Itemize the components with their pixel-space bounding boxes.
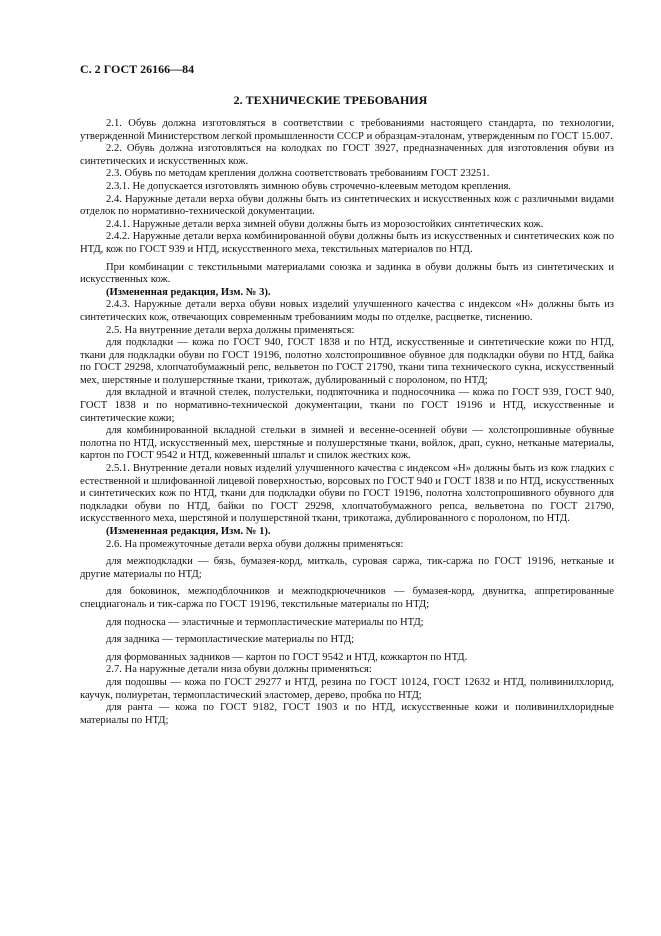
document-body: [80, 118, 614, 727]
paragraph: 2.6. На промежуточные детали верха обуви должны применяться:: [106, 538, 404, 550]
paragraph: При комбинации с текстильными материалами союзка и задинка в обуви должны быть из синтетических и искусственных кож.: [80, 261, 614, 286]
paragraph: для подошвы — кожа по ГОСТ 29277 и НТД, резина по ГОСТ 10124, ГОСТ 12632 и НТД, поливинилхлорид, каучук, полиуретан, термопластический эластомер, дерево, пробка по НТД;: [80, 676, 614, 701]
paragraph: для задника — термопластические материалы по НТД;: [106, 634, 355, 646]
paragraph: для ранта — кожа по ГОСТ 9182, ГОСТ 1903 и по НТД, искусственные кожи и поливинилхлоридные материалы по НТД;: [80, 702, 614, 726]
paragraph: 2.5.1. Внутренние детали новых изделий улучшенного качества с индексом «Н» должны быть из кож гладких с естественной и шлифованной лицевой поверхностью, ворсовых по ГОСТ 940 и ГОСТ 1838 и по НТД, искусственных и синтетических кож по НТД, ткани для подкладки обуви по ГОСТ 19196, полотна холстопрошивного обувного для подкладки обуви по НТД, байки по ГОСТ 29298, хлопчатобумажного репса, вельветона по ГОСТ 21790, искусственного меха, шерстяной и полушерстяной ткани, трикотажа, дублированного с поролоном, по НТД.: [80, 463, 614, 525]
paragraph: 2.5. На внутренние детали верха должны применяться:: [106, 324, 355, 336]
paragraph: 2.1. Обувь должна изготовляться в соответствии с требованиями настоящего стандарта, по технологии, утвержденной Министерством легкой промышленности СССР и образцам-эталонам, утвержденным по ГОСТ 15.007.: [80, 118, 614, 142]
paragraph: 2.4.1. Наружные детали верха зимней обуви должны быть из морозостойких синтетических кож.: [106, 218, 544, 230]
paragraph: для межподкладки — бязь, бумазея-корд, миткаль, суровая саржа, тик-саржа по ГОСТ 19196, нетканые и другие материалы по НТД;: [80, 556, 614, 580]
section-title: 2. ТЕХНИЧЕСКИЕ ТРЕБОВАНИЯ: [233, 93, 428, 107]
paragraph: для боковинок, межподблочников и межподкрючечников — бумазея-корд, двунитка, аппретированные спецдиагональ и тик-саржа по ГОСТ 19196, текстильные материалы по НТД;: [80, 586, 614, 610]
paragraph: 2.3. Обувь по методам крепления должна соответствовать требованиям ГОСТ 23251.: [106, 168, 490, 180]
paragraph: для формованных задников — картон по ГОСТ 9542 и НТД, кожкартон по НТД.: [106, 651, 468, 663]
paragraph: 2.7. На наружные детали низа обуви должны применяться:: [106, 664, 372, 676]
page-header: С. 2 ГОСТ 26166—84: [80, 62, 195, 76]
amendment-note: (Измененная редакция, Изм. № 1).: [106, 526, 271, 537]
paragraph: для подкладки — кожа по ГОСТ 940, ГОСТ 1838 и по НТД, искусственные и синтетические кожи по НТД, ткани для подкладки обуви по ГОСТ 19196, полотно холстопрошивное обувное для подкладки обуви по НТД, байка по ГОСТ 29298, хлопчатобумажный репс, вельветон по ГОСТ 21790, ткани типа технического сукна, искусственный мех, шерстяные и полушерстяные ткани, трикотаж, дублированный с поролоном, по НТД;: [80, 337, 614, 386]
amendment-note: (Измененная редакция, Изм. № 3).: [106, 286, 271, 298]
paragraph: для подноска — эластичные и термопластические материалы по НТД;: [106, 616, 424, 628]
paragraph: 2.4.3. Наружные детали верха обуви новых изделий улучшенного качества с индексом «Н» должны быть из синтетических кож, отвечающих современным требованиям моды по отделке, расцветке, тиснению.: [80, 299, 614, 323]
paragraph: 2.3.1. Не допускается изготовлять зимнюю обувь строчечно-клеевым методом крепления.: [106, 180, 512, 192]
paragraph: 2.2. Обувь должна изготовляться на колодках по ГОСТ 3927, предназначенных для изготовления обуви из синтетических и искусственных кож.: [80, 143, 614, 167]
paragraph: 2.4. Наружные детали верха обуви должны быть из синтетических и искусственных кож с различными видами отделок по нормативно-технической документации.: [80, 193, 614, 218]
paragraph: для комбинированной вкладной стельки в зимней и весенне-осенней обуви — холстопрошивные обувные полотна по НТД, искусственный мех, шерстяные и полушерстяные ткани, войлок, драп, сукно, нетканые материалы, картон по ГОСТ 9542 и НТД, кожевенный шпальт и спилок жестких кож.: [80, 425, 614, 462]
paragraph: 2.4.2. Наружные детали верха комбинированной обуви должны быть из искусственных и синтетических кож по НТД, кож по ГОСТ 939 и НТД, искусственного меха, текстильных материалов по НТД.: [80, 231, 614, 255]
paragraph: для вкладной и втачной стелек, полустельки, подпяточника и подносочника — кожа по ГОСТ 939, ГОСТ 940, ГОСТ 1838 и по нормативно-технической документации, ткани по ГОСТ 19196 и НТД, искусственные и синтетические кожи;: [80, 387, 614, 424]
